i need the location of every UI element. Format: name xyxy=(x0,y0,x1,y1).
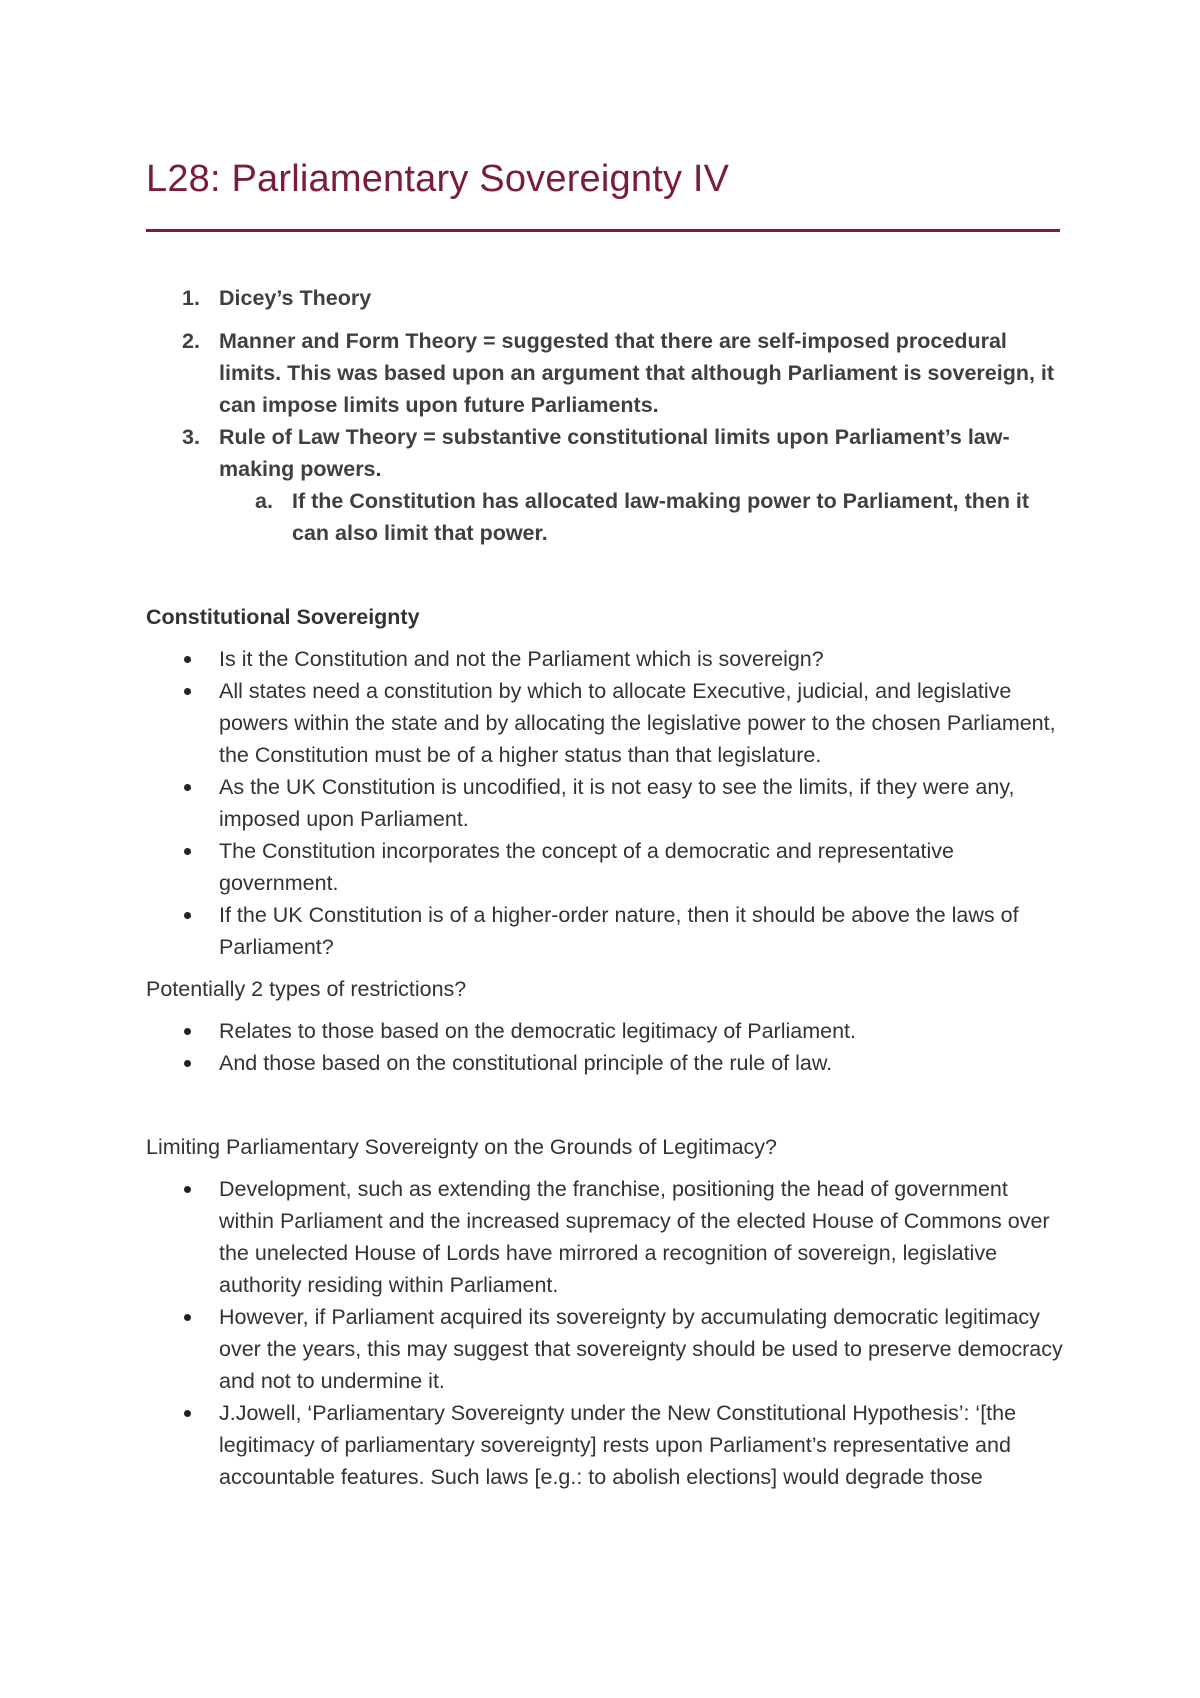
bullet-icon xyxy=(184,688,191,695)
section-heading-restrictions: Potentially 2 types of restrictions? xyxy=(146,977,467,1001)
list-item xyxy=(146,421,1066,549)
sub-list-item xyxy=(219,485,1066,549)
sub-list-item-text: If the Constitution has allocated law-making power to Parliament, then it can also limit that power. xyxy=(292,489,1030,545)
bullet-text: Relates to those based on the democratic legitimacy of Parliament. xyxy=(219,1019,856,1043)
list-item xyxy=(146,282,1066,314)
restrictions-bullets xyxy=(146,1015,1066,1079)
bullet-icon xyxy=(184,848,191,855)
bullet-text: If the UK Constitution is of a higher-order nature, then it should be above the laws of Parliament? xyxy=(219,903,1019,959)
bullet-text: Development, such as extending the franchise, positioning the head of government within Parliament and the increased supremacy of the elected House of Commons over the unelected House of Lords have mirrored a recognition of sovereign, legislative authority residing within Parliament. xyxy=(219,1177,1050,1297)
bullet-icon xyxy=(184,912,191,919)
list-item-text: Rule of Law Theory = substantive constitutional limits upon Parliament’s law-making powers. xyxy=(219,425,1010,481)
bullet-item xyxy=(146,771,1066,835)
bullet-item xyxy=(146,643,1066,675)
bullet-text: However, if Parliament acquired its sovereignty by accumulating democratic legitimacy over the years, this may suggest that sovereignty should be used to preserve democracy and not to undermine it. xyxy=(219,1305,1063,1393)
bullet-icon xyxy=(184,1060,191,1067)
bullet-item xyxy=(146,1301,1066,1397)
bullet-item xyxy=(146,1173,1066,1301)
bullet-text: The Constitution incorporates the concept of a democratic and representative government. xyxy=(219,839,954,895)
bullet-icon xyxy=(184,784,191,791)
bullet-icon xyxy=(184,1314,191,1321)
list-item-text: Manner and Form Theory = suggested that there are self-imposed procedural limits. This was based upon an argument that although Parliament is sovereign, it can impose limits upon future Parliaments. xyxy=(219,329,1055,417)
bullet-item xyxy=(146,1015,1066,1047)
bullet-text: All states need a constitution by which to allocate Executive, judicial, and legislative powers within the state and by allocating the legislative power to the chosen Parliament, the Constitution must be of a higher status than that legislature. xyxy=(219,679,1056,767)
bullet-item xyxy=(146,1397,1066,1493)
bullet-icon xyxy=(184,1410,191,1417)
bullet-item xyxy=(146,835,1066,899)
list-item xyxy=(146,325,1066,421)
bullet-item xyxy=(146,675,1066,771)
bullet-icon xyxy=(184,1028,191,1035)
constitutional-bullets xyxy=(146,643,1066,963)
page-title: L28: Parliamentary Sovereignty IV xyxy=(146,158,730,200)
document-body xyxy=(146,282,1066,1493)
bullet-text: And those based on the constitutional principle of the rule of law. xyxy=(219,1051,833,1075)
list-number: 1. xyxy=(182,286,200,310)
legitimacy-bullets xyxy=(146,1173,1066,1493)
bullet-text: Is it the Constitution and not the Parliament which is sovereign? xyxy=(219,647,824,671)
bullet-text: As the UK Constitution is uncodified, it is not easy to see the limits, if they were any, imposed upon Parliament. xyxy=(219,775,1015,831)
section-heading-constitutional-sovereignty: Constitutional Sovereignty xyxy=(146,605,420,629)
bullet-item xyxy=(146,1047,1066,1079)
section-heading-legitimacy: Limiting Parliamentary Sovereignty on the Grounds of Legitimacy? xyxy=(146,1135,777,1159)
list-number: 3. xyxy=(182,425,200,449)
sub-list xyxy=(219,485,1066,549)
theories-list xyxy=(146,282,1066,549)
bullet-text: J.Jowell, ‘Parliamentary Sovereignty under the New Constitutional Hypothesis’: ‘[the legitimacy of parliamentary sovereignty] rests upon Parliament’s representative and accountable features. Such laws [e.g.: to abolish elections] would degrade those xyxy=(219,1401,1017,1489)
list-item-text: Dicey’s Theory xyxy=(219,286,372,310)
sub-list-letter: a. xyxy=(255,489,273,513)
bullet-icon xyxy=(184,656,191,663)
title-divider xyxy=(146,229,1060,232)
list-number: 2. xyxy=(182,329,200,353)
bullet-item xyxy=(146,899,1066,963)
bullet-icon xyxy=(184,1186,191,1193)
